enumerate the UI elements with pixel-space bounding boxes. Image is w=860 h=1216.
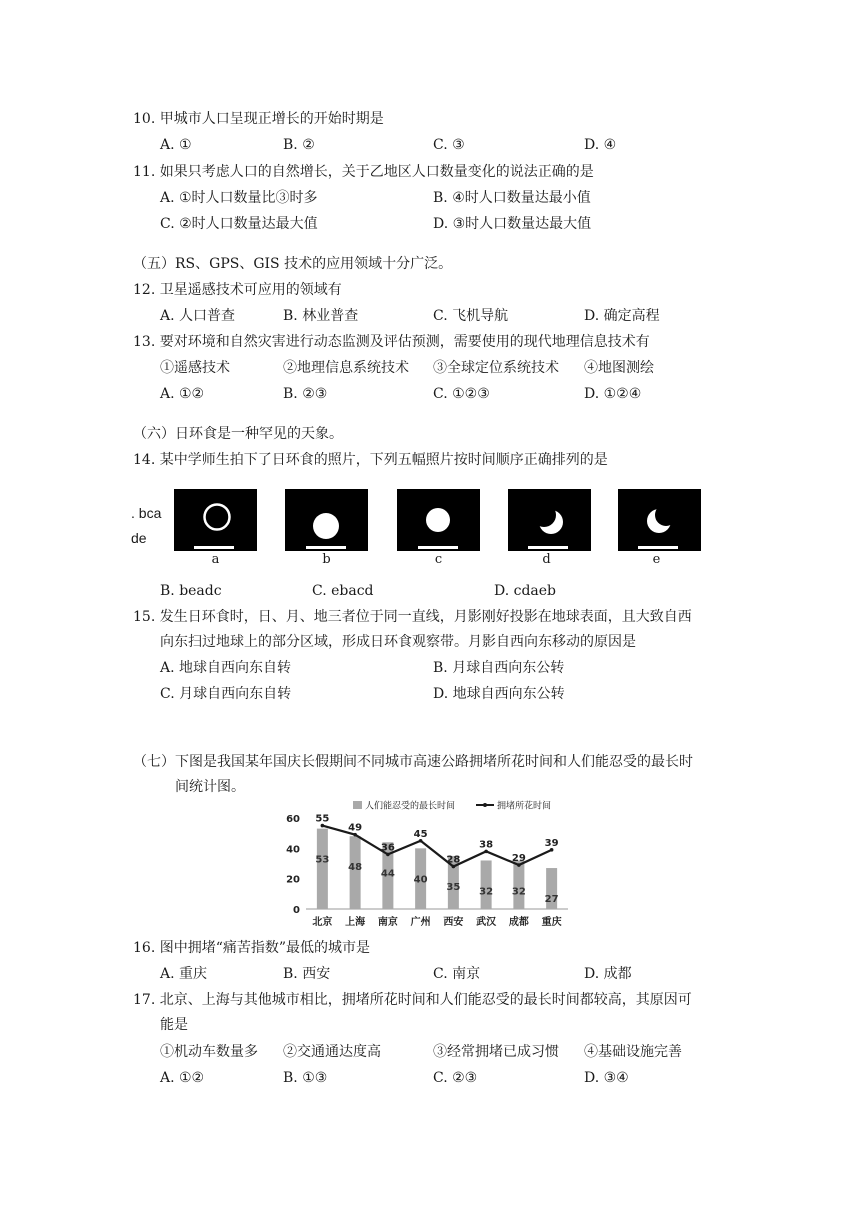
q15-stem-line1: 15. 发生日环食时，日、月、地三者位于同一直线，月影刚好投影在地球表面，且大致自西 [133,609,692,625]
q15-option-a: A. 地球自西向东自转 [160,660,292,676]
eclipse-photo-e [618,489,701,551]
q12-option-a: A. 人口普查 [160,308,236,324]
bar-value-label: 35 [446,881,461,893]
q15-stem-line2: 向东扫过地球上的部分区域，形成日环食观察带。月影自西向东移动的原因是 [160,634,636,650]
line-value-label: 28 [446,854,461,866]
q13-item-1: ①遥感技术 [160,360,230,376]
category-label: 上海 [345,917,366,928]
q13-item-2: ②地理信息系统技术 [283,360,409,376]
q13-option-c: C. ①②③ [433,386,490,402]
category-label: 北京 [312,917,333,928]
photo-label-e: e [652,552,661,567]
bar-value-label: 27 [544,894,559,906]
legend-bar-swatch [353,801,362,809]
line-value-label: 39 [544,837,559,849]
photo-label-a: a [211,552,220,567]
legend-line-label: 拥堵所花时间 [497,801,552,812]
q11-option-c: C. ②时人口数量达最大值 [160,216,318,232]
bar-value-label: 44 [380,868,395,880]
q11-stem: 11. 如果只考虑人口的自然增长，关于乙地区人口数量变化的说法正确的是 [133,164,594,180]
bar-北京 [317,829,328,909]
q10-option-c: C. ③ [433,137,465,153]
q17-option-b: B. ①③ [283,1070,328,1086]
eclipse-photo-d [508,489,591,551]
legend-bar-label: 人们能忍受的最长时间 [365,801,456,812]
q12-stem: 12. 卫星遥感技术可应用的领域有 [133,282,342,298]
y-tick-label: 0 [293,905,300,916]
q17-item-3: ③经常拥堵已成习惯 [433,1044,559,1060]
section-7-heading-line1: （七）下图是我国某年国庆长假期间不同城市高速公路拥堵所花时间和人们能忍受的最长时 [133,754,693,770]
category-label: 武汉 [476,917,497,928]
line-value-label: 49 [348,822,363,834]
partial-sun-icon [397,489,480,551]
q13-item-4: ④地图测绘 [584,360,654,376]
line-value-label: 45 [413,828,428,840]
q17-option-a: A. ①② [160,1070,205,1086]
q11-option-d: D. ③时人口数量达最大值 [433,216,592,232]
q13-option-a: A. ①② [160,386,205,402]
q17-item-4: ④基础设施完善 [584,1044,682,1060]
eclipse-photo-b [285,489,368,551]
crescent-sun-icon [508,489,591,551]
bar-value-label: 32 [479,886,494,898]
q17-option-c: C. ②③ [433,1070,478,1086]
q15-option-d: D. 地球自西向东公转 [433,686,565,702]
category-label: 西安 [443,917,464,928]
section-7-heading-line2: 间统计图。 [175,779,245,795]
section-5-heading: （五）RS、GPS、GIS 技术的应用领域十分广泛。 [133,256,453,272]
eclipse-photo-c [397,489,480,551]
line-value-label: 36 [380,842,395,854]
q14-option-d: D. cdaeb [494,583,557,599]
q10-stem: 10. 甲城市人口呈现正增长的开始时期是 [133,111,384,127]
section-6-heading: （六）日环食是一种罕见的天象。 [133,426,343,442]
q10-option-b: B. ② [283,137,315,153]
photo-label-d: d [542,552,551,567]
q13-option-b: B. ②③ [283,386,328,402]
q16-option-d: D. 成都 [584,966,632,982]
bar-成都 [513,860,524,909]
chart-legend [353,800,551,812]
crescent-sun-icon [618,489,701,551]
q12-option-c: C. 飞机导航 [433,308,509,324]
q14-option-a-line2: de [131,530,147,546]
q14-stem: 14. 某中学师生拍下了日环食的照片，下列五幅照片按时间顺序正确排列的是 [133,452,608,468]
q13-stem: 13. 要对环境和自然灾害进行动态监测及评估预测，需要使用的现代地理信息技术有 [133,334,650,350]
line-value-label: 55 [315,813,330,825]
photo-label-b: b [322,552,331,567]
q14-option-b: B. beadc [160,583,222,599]
category-label: 广州 [410,917,431,928]
q17-item-1: ①机动车数量多 [160,1044,258,1060]
bar-value-label: 32 [511,886,526,898]
partial-sun-icon [285,489,368,551]
y-tick-label: 40 [286,844,300,856]
q11-option-b: B. ④时人口数量达最小值 [433,190,591,206]
q10-option-d: D. ④ [584,137,617,153]
q14-option-c: C. ebacd [312,583,374,599]
eclipse-photo-a [174,489,257,551]
y-tick-label: 20 [286,874,300,886]
q10-option-a: A. ① [160,137,192,153]
bar-value-label: 40 [413,874,428,886]
category-label: 南京 [377,917,398,928]
category-label: 成都 [508,917,529,928]
line-value-label: 38 [479,839,494,851]
bar-value-label: 48 [348,862,363,874]
annular-ring-icon [174,489,257,551]
q13-option-d: D. ①②④ [584,386,642,402]
q17-item-2: ②交通通达度高 [283,1044,381,1060]
photo-label-c: c [434,552,443,567]
bar-武汉 [481,860,492,909]
q13-item-3: ③全球定位系统技术 [433,360,559,376]
q15-option-c: C. 月球自西向东自转 [160,686,292,702]
category-label: 重庆 [541,917,562,928]
line-value-label: 29 [511,853,526,865]
q15-option-b: B. 月球自西向东公转 [433,660,565,676]
bar-value-label: 53 [315,854,330,866]
q16-stem: 16. 图中拥堵“痛苦指数”最低的城市是 [133,940,371,956]
q12-option-d: D. 确定高程 [584,308,660,324]
q16-option-a: A. 重庆 [160,966,208,982]
q12-option-b: B. 林业普查 [283,308,359,324]
q17-stem-line1: 17. 北京、上海与其他城市相比，拥堵所花时间和人们能忍受的最长时间都较高，其原因可 [133,992,692,1008]
congestion-chart [280,796,570,932]
q16-option-b: B. 西安 [283,966,331,982]
q16-option-c: C. 南京 [433,966,481,982]
y-tick-label: 60 [286,814,300,825]
q14-option-a-line1: . bca [131,505,162,521]
q11-option-a: A. ①时人口数量比③时多 [160,190,318,206]
q17-option-d: D. ③④ [584,1070,629,1086]
q17-stem-line2: 能是 [160,1017,188,1033]
